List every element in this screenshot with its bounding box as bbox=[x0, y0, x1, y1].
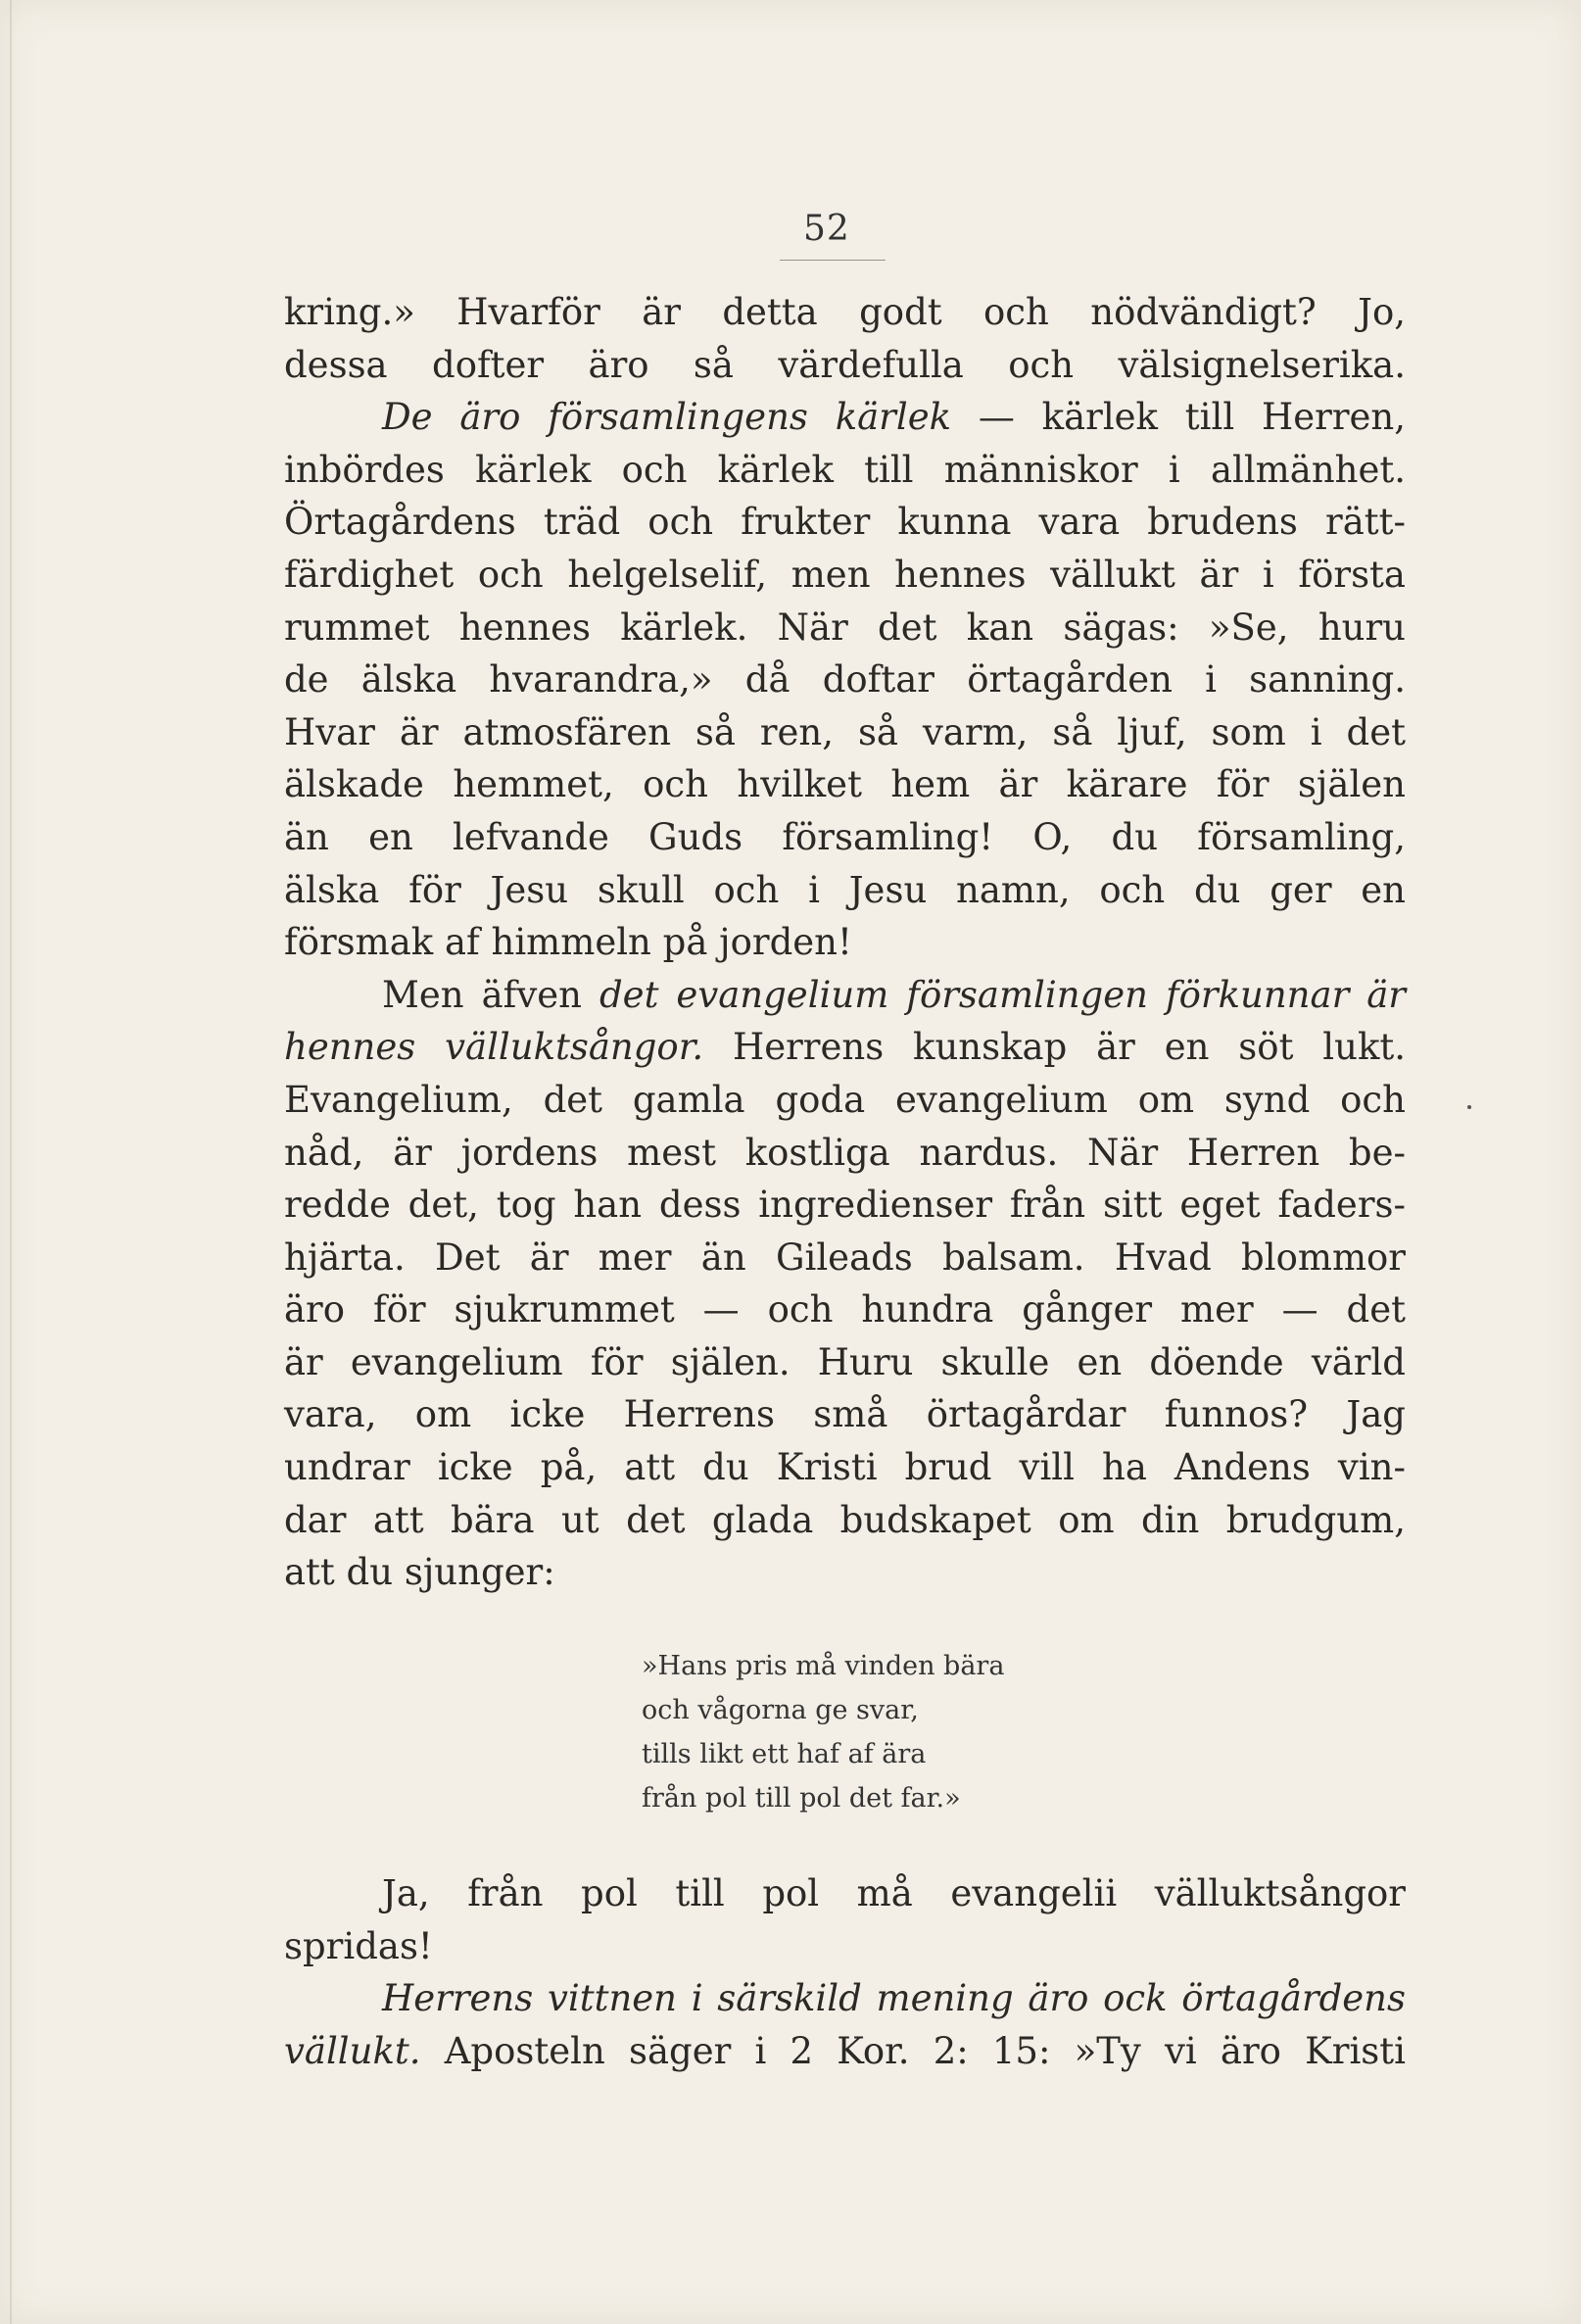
text-line: älskade hemmet, och hvilket hem är kärare för själen bbox=[284, 763, 1406, 806]
text-line: än en lefvande Guds församling! O, du församling, bbox=[284, 815, 1406, 858]
text-line: Örtagårdens träd och frukter kunna vara brudens rätt- bbox=[284, 501, 1406, 544]
italic-phrase: det evangelium församlingen förkunnar är bbox=[599, 973, 1406, 1016]
text-line: Ja, från pol till pol må evangelii välluktsångor bbox=[382, 1872, 1406, 1914]
poem-line: och vågorna ge svar, bbox=[642, 1695, 919, 1725]
text-line bbox=[284, 969, 1406, 1022]
text-line bbox=[284, 2025, 1406, 2078]
italic-phrase: Herrens vittnen i särskild mening äro ock örtagårdens bbox=[382, 1977, 1406, 2020]
page-number-rule bbox=[780, 260, 886, 261]
text-line: att du sjunger: bbox=[284, 1551, 555, 1594]
text-line: Evangelium, det gamla goda evangelium om synd och bbox=[284, 1078, 1406, 1121]
text-line: nåd, är jordens mest kostliga nardus. När Herren be- bbox=[284, 1131, 1406, 1174]
text-run: — kärlek till Herren, bbox=[951, 396, 1406, 439]
main-text-block bbox=[284, 286, 1406, 1599]
text-line: inbördes kärlek och kärlek till människor i allmänhet. bbox=[284, 448, 1406, 491]
text-line: Hvar är atmosfären så ren, så varm, så ljuf, som i det bbox=[284, 710, 1406, 753]
print-speck bbox=[1467, 1105, 1471, 1109]
text-line: redde det, tog han dess ingredienser från sitt eget faders- bbox=[284, 1184, 1406, 1227]
poem-line: från pol till pol det far.» bbox=[642, 1783, 961, 1814]
text-run: Herrens kunskap är en söt lukt. bbox=[703, 1026, 1406, 1069]
text-line bbox=[284, 1972, 1406, 2025]
poem-line: »Hans pris må vinden bära bbox=[642, 1651, 1005, 1681]
text-line: vara, om icke Herrens små örtagårdar funnos? Jag bbox=[284, 1393, 1406, 1436]
italic-phrase: vällukt. bbox=[284, 2029, 421, 2072]
text-line: färdighet och helgelselif, men hennes vällukt är i första bbox=[284, 553, 1406, 596]
text-line bbox=[284, 391, 1406, 444]
text-line: undrar icke på, att du Kristi brud vill ha Andens vin- bbox=[284, 1446, 1406, 1489]
text-line: älska för Jesu skull och i Jesu namn, och du ger en bbox=[284, 868, 1406, 911]
text-run: Men äfven bbox=[382, 973, 599, 1016]
text-run: Aposteln säger i 2 Kor. 2: 15: »Ty vi äro Kristi bbox=[420, 2029, 1406, 2072]
page-edge bbox=[10, 0, 12, 2324]
poem-quote bbox=[642, 1644, 1004, 1820]
text-line: spridas! bbox=[284, 1924, 433, 1967]
text-line: dar att bära ut det glada budskapet om din brudgum, bbox=[284, 1498, 1406, 1541]
text-line: försmak af himmeln på jorden! bbox=[284, 921, 852, 964]
text-line: hjärta. Det är mer än Gileads balsam. Hvad blommor bbox=[284, 1235, 1406, 1279]
text-line: äro för sjukrummet — och hundra gånger mer — det bbox=[284, 1288, 1406, 1331]
italic-phrase: hennes välluktsångor. bbox=[284, 1026, 704, 1069]
text-line: kring.» Hvarför är detta godt och nödvändigt? Jo, bbox=[284, 291, 1406, 333]
poem-line: tills likt ett haf af ära bbox=[642, 1739, 927, 1769]
text-line: är evangelium för själen. Huru skulle en döende värld bbox=[284, 1340, 1406, 1383]
text-line bbox=[284, 1021, 1406, 1074]
italic-phrase: De äro församlingens kärlek bbox=[382, 396, 952, 439]
closing-text-block bbox=[284, 1867, 1406, 2077]
text-line: rummet hennes kärlek. När det kan sägas: »Se, huru bbox=[284, 605, 1406, 649]
text-line: dessa dofter äro så värdefulla och välsignelserika. bbox=[284, 343, 1406, 386]
text-line: de älska hvarandra,» då doftar örtagården i sanning. bbox=[284, 658, 1406, 702]
page-number: 52 bbox=[803, 209, 850, 249]
